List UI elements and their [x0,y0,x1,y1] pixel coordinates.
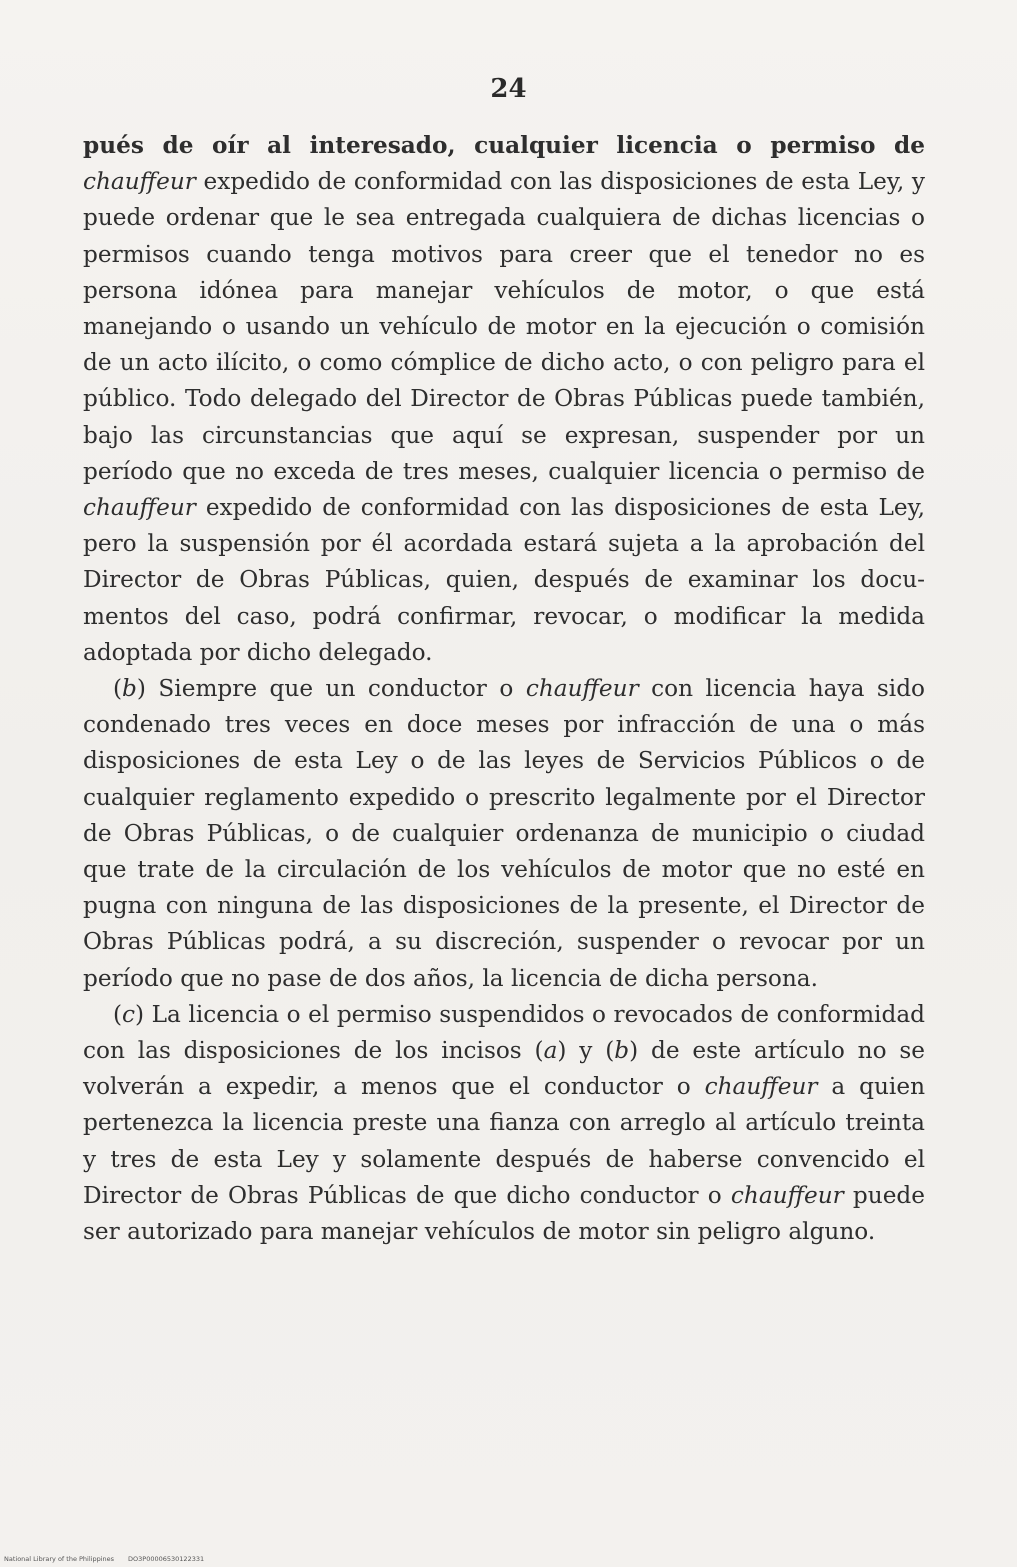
text-segment: ) y ( [557,1037,615,1065]
body-text [83,128,925,1250]
text-segment: ) de este artículo no se volverán a expedir, a menos que el conductor o [83,1037,925,1101]
italic-text: b [122,675,137,703]
italic-text: chauffeur [730,1181,844,1209]
italic-text: chauffeur [83,494,196,522]
text-segment: con licencia haya sido condenado tres veces en doce meses por infracción de una o más disposiciones de esta Ley o de las leyes de Servicios Públicos o de cualquier reglamento expedido o prescrito legalmente por el Director de Obras Públicas, o de cualquier ordenanza de municipio o ciudad que trate de la circulación de los vehículos de motor que no esté en pugna con ninguna de las disposiciones de la presente, el Director de Obras Públicas podrá, a su discreción, suspender o revocar por un período que no pase de dos años, la licencia de dicha persona. [83,675,925,992]
text-segment: ) La licencia o el permiso suspendidos o revocados de conformidad con las disposiciones de los incisos ( [83,1000,925,1065]
footer-library: National Library of the Philippines [4,1555,115,1563]
page-number: 24 [490,74,527,104]
italic-text: c [122,1000,136,1028]
paragraph [83,128,925,671]
italic-text: chauffeur [83,168,196,196]
paragraph [83,671,925,997]
italic-text: b [614,1037,630,1065]
text-segment: ( [113,1000,123,1028]
bold-text: pués de oír al interesado, cualquier licencia o permiso de [83,132,925,159]
text-segment: ( [113,675,123,703]
text-segment: a quien pertenezca la licencia preste una fianza con arreglo al artículo treinta y tres de esta Ley y solamente después de haberse convencido el Director de Obras Públicas de que dicho conductor o [83,1073,925,1209]
text-segment: expedido de conformidad con las disposiciones de esta Ley, y puede ordenar que le sea entregada cualquiera de dichas licencias o permisos cuando tenga motivos para creer que el tenedor no es persona idónea para manejar vehículos de motor, o que está manejando o usando un vehículo de motor en la ejecución o comisión de un acto ilícito, o como cómplice de dicho acto, o con peligro para el público. Todo delegado del Director de Obras Públicas puede también, bajo las circunstancias que aquí se expresan, suspender por un período que no exceda de tres meses, cualquier licencia o permiso de [83,168,925,485]
paragraph [83,997,925,1250]
italic-text: a [543,1037,558,1065]
footer-code: DO3P00006530122331 [128,1555,205,1563]
italic-text: chauffeur [525,675,639,703]
italic-text: chauffeur [704,1073,818,1101]
text-segment: ) Siempre que un conductor o [136,675,526,703]
text-segment: puede ser autorizado para manejar vehículos de motor sin peligro alguno. [83,1181,925,1246]
text-segment: expedido de conformidad con las disposiciones de esta Ley, pero la suspensión por él acordada estará sujeta a la aprobación del Director de Obras Públicas, quien, después de examinar los documentos del caso, podrá confirmar, revocar, o modificar la medida adoptada por dicho delegado. [83,494,925,666]
footer [4,1555,204,1563]
